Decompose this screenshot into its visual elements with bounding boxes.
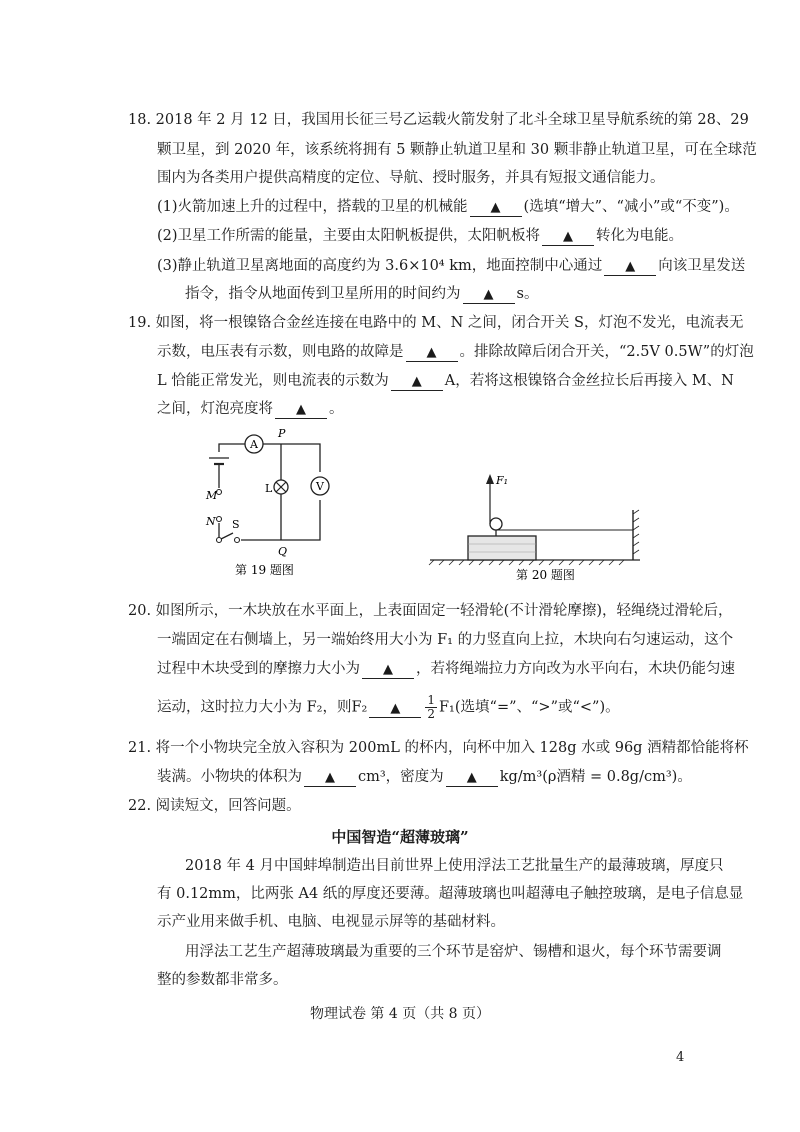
q18-part-3-cont: 指令，指令从地面传到卫星所用的时间约为 ▲ s。: [185, 286, 539, 302]
q19-line-3: L 恰能正常发光，则电流表的示数为 ▲ A，若将这根镍铬合金丝拉长后再接入 M、N: [157, 373, 734, 389]
passage-line-1: 2018 年 4 月中国蚌埠制造出目前世界上使用浮法工艺批量生产的最薄玻璃，厚度只: [185, 858, 724, 874]
figure-19-circuit: [195, 422, 355, 587]
label-p: P: [278, 427, 286, 440]
label-m: M: [206, 489, 218, 502]
figure-19-caption: 第 19 题图: [235, 563, 294, 577]
q18-line-3: 围内为各类用户提供高精度的定位、导航、授时服务，并具有短报文通信能力。: [157, 170, 665, 186]
passage-line-3: 示产业用来做手机、电脑、电视显示屏等的基础材料。: [157, 914, 505, 930]
circuit-wire: [219, 444, 245, 452]
q19-line-4: 之间，灯泡亮度将 ▲ 。: [157, 401, 344, 417]
q21-line-2: 装满。小物块的体积为 ▲ cm³，密度为 ▲ kg/m³(ρ酒精 = 0.8g/cm³)。: [157, 769, 692, 785]
q22-line-1: 22. 阅读短文，回答问题。: [128, 798, 301, 814]
q18-part-3: (3)静止轨道卫星离地面的高度约为 3.6×10⁴ km，地面控制中心通过 ▲ 向该卫星发送: [157, 258, 746, 274]
wall-hatching: [633, 510, 639, 554]
label-q: Q: [278, 545, 288, 558]
circuit-wire: [281, 500, 320, 540]
pulley-icon: [490, 518, 502, 530]
terminal-n-icon: [217, 517, 222, 522]
q18-part-2: (2)卫星工作所需的能量，主要由太阳帆板提供，太阳帆板将 ▲ 转化为电能。: [157, 228, 684, 244]
answer-blank: ▲: [391, 373, 443, 391]
answer-blank: ▲: [463, 286, 515, 304]
answer-blank: ▲: [470, 199, 522, 217]
answer-blank: ▲: [604, 258, 656, 276]
q18-line-2: 颗卫星，到 2020 年，该系统将拥有 5 颗静止轨道卫星和 30 颗非静止轨道卫星，可在全球范: [157, 142, 757, 158]
q18-part-1: (1)火箭加速上升的过程中，搭载的卫星的机械能 ▲ (选填“增大”、“减小”或“不变”)。: [157, 199, 739, 215]
answer-blank: ▲: [406, 344, 458, 362]
passage-line-4: 用浮法工艺生产超薄玻璃最为重要的三个环节是窑炉、锡槽和退火，每个环节需要调: [185, 944, 722, 960]
passage-title: 中国智造“超薄玻璃”: [331, 828, 469, 846]
ground-hatching: [429, 560, 624, 565]
q19-line-1: 19. 如图，将一根镍铬合金丝连接在电路中的 M、N 之间，闭合开关 S，灯泡不发光，电流表无: [128, 315, 744, 331]
ammeter-label: A: [250, 438, 258, 451]
switch-contact-icon: [235, 538, 240, 543]
q18-line-1: 18. 2018 年 2 月 12 日，我国用长征三号乙运载火箭发射了北斗全球卫星导航系统的第 28、29: [128, 112, 749, 128]
answer-blank: ▲: [275, 401, 327, 419]
q20-line-4: 运动，这时拉力大小为 F₂，则F₂ ▲ $\frac{1}{2}$ F₁(选填“=”、“>”或“<”)。: [157, 693, 620, 721]
answer-blank: ▲: [362, 661, 414, 679]
q20-line-3: 过程中木块受到的摩擦力大小为 ▲ ，若将绳端拉力方向改为水平向右，木块仍能匀速: [157, 661, 735, 677]
label-n: N: [206, 515, 216, 528]
answer-blank: ▲: [446, 769, 498, 787]
voltmeter-label: V: [316, 480, 324, 493]
passage-line-2: 有 0.12mm，比两张 A4 纸的厚度还要薄。超薄玻璃也叫超薄电子触控玻璃，是电子信息显: [157, 886, 744, 902]
passage-line-5: 整的参数都非常多。: [157, 972, 288, 988]
answer-blank: ▲: [369, 700, 421, 718]
switch-pivot-icon: [217, 538, 222, 543]
fraction-one-half: $\frac{1}{2}$: [427, 693, 435, 721]
q19-line-2: 示数，电压表有示数，则电路的故障是 ▲ 。排除故障后闭合开关，“2.5V 0.5W”的灯泡: [157, 344, 754, 360]
q21-line-1: 21. 将一个小物块完全放入容积为 200mL 的杯内，向杯中加入 128g 水或 96g 酒精都恰能将杯: [128, 740, 749, 756]
answer-blank: ▲: [304, 769, 356, 787]
page-footer: 物理试卷 第 4 页（共 8 页）: [309, 1006, 491, 1022]
label-s: S: [232, 518, 240, 531]
q20-line-1: 20. 如图所示，一木块放在水平面上，上表面固定一轻滑轮(不计滑轮摩擦)，轻绳绕过滑轮后，: [128, 603, 733, 619]
figure-20-pulley: [420, 462, 660, 587]
wooden-block: [468, 536, 536, 560]
circuit-wire: [263, 444, 320, 472]
figure-20-caption: 第 20 题图: [516, 568, 575, 582]
q20-line-2: 一端固定在右侧墙上，另一端始终用大小为 F₁ 的力竖直向上拉，木块向右匀速运动，这个: [157, 632, 734, 648]
answer-blank: ▲: [542, 228, 594, 246]
lamp-label: L: [265, 482, 273, 495]
arrow-up-icon: [486, 474, 494, 484]
force-label-f1: F₁: [496, 474, 509, 487]
page-number: 4: [676, 1050, 685, 1065]
